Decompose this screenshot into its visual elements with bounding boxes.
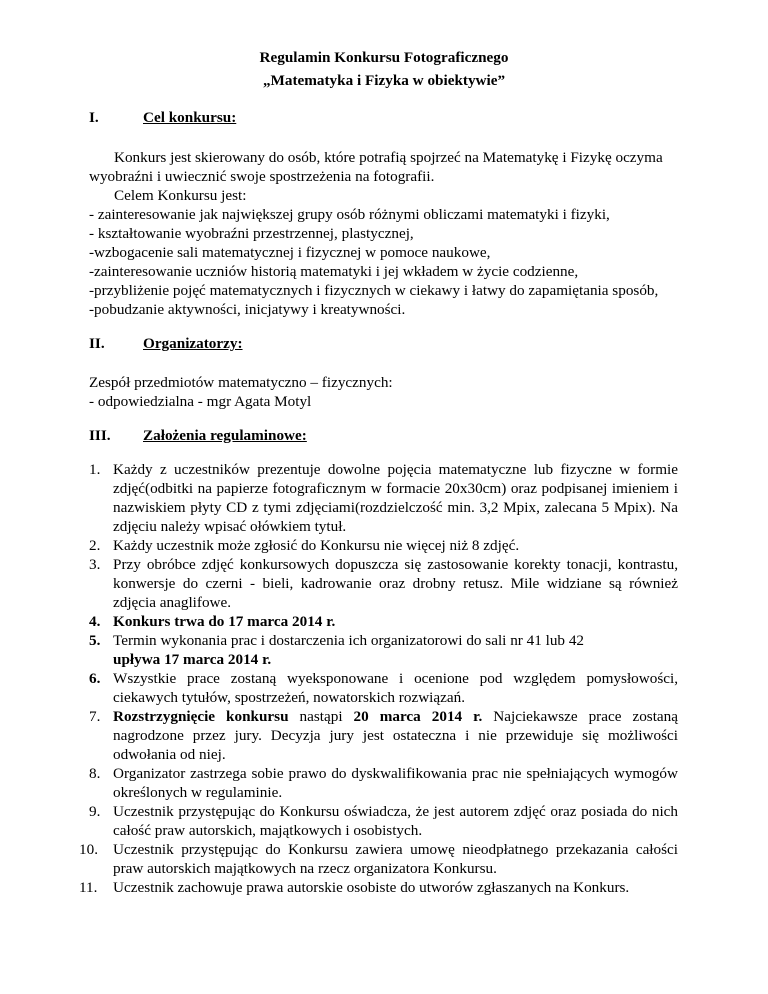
rule-number: 10.	[79, 841, 98, 858]
rule-item	[89, 612, 678, 631]
rule-item	[89, 764, 678, 802]
rule-bold-date: 20 marca 2014 r.	[353, 708, 483, 725]
rule-number: 2.	[89, 537, 101, 554]
goal-item: -przybliżenie pojęć matematycznych i fizycznych w ciekawy i łatwy do zapamiętania sposób,	[89, 282, 659, 299]
section-2-title: Organizatorzy:	[143, 335, 243, 352]
rule-text: Konkurs trwa do 17 marca 2014 r.	[113, 613, 336, 630]
section-1-intro-line1: Konkurs jest skierowany do osób, które potrafią spojrzeć na Matematykę i Fizykę oczyma	[114, 149, 663, 166]
rule-number: 6.	[89, 670, 101, 687]
goal-item: -pobudzanie aktywności, inicjatywy i kreatywności.	[89, 301, 406, 318]
organizers-line2: - odpowiedzialna - mgr Agata Motyl	[89, 393, 312, 410]
rule-item	[89, 536, 678, 555]
document-subtitle: „Matematyka i Fizyka w obiektywie”	[262, 72, 506, 89]
section-1-title: Cel konkursu:	[143, 109, 237, 126]
rule-text: Przy obróbce zdjęć konkursowych dopuszcza się zastosowanie korekty tonacji, kontrastu, konwersje do czerni - bieli, kadrowanie oraz drobny retusz. Mile widziane są również zdjęcia anaglifowe.	[113, 556, 678, 611]
section-1-intro-line2: wyobraźni i uwiecznić swoje spostrzeżenia na fotografii.	[89, 168, 435, 185]
rule-item	[89, 631, 678, 669]
organizers-line1: Zespół przedmiotów matematyczno – fizycznych:	[89, 374, 393, 391]
rule-number: 5.	[89, 632, 101, 649]
rule-number: 3.	[89, 556, 101, 573]
rule-number: 8.	[89, 765, 101, 782]
rule-number: 4.	[89, 613, 101, 630]
rule-text: Każdy z uczestników prezentuje dowolne pojęcia matematyczne lub fizyczne w formie zdjęć(odbitki na papierze fotograficznym w formacie 20x30cm) oraz podpisanej imieniem i nazwiskiem płyty CD z tymi zdjęciami(rozdzielczość min. 3,2 Mpix, zalecana 5 Mpix). Na zdjęciu należy wpisać ołówkiem tytuł.	[113, 461, 678, 535]
rule-text: Organizator zastrzega sobie prawo do dyskwalifikowania prac nie spełniających wymogów określonych w regulaminie.	[113, 765, 678, 801]
rule-bold-lead: Rozstrzygnięcie konkursu	[113, 708, 289, 725]
rule-text: Uczestnik przystępując do Konkursu oświadcza, że jest autorem zdjęć oraz posiada do nich całość praw autorskich, majątkowych i osobistych.	[113, 803, 678, 839]
rule-item	[89, 460, 678, 536]
goal-item: - kształtowanie wyobraźni przestrzennej, plastycznej,	[89, 225, 414, 242]
rule-number: 1.	[89, 461, 101, 478]
rule-number: 7.	[89, 708, 101, 725]
rule-item	[89, 669, 678, 707]
rule-item	[89, 555, 678, 612]
rule-text: Uczestnik zachowuje prawa autorskie osobiste do utworów zgłaszanych na Konkurs.	[113, 879, 630, 896]
goal-item: -zainteresowanie uczniów historią matematyki i jej wkładem w życie codzienne,	[89, 263, 579, 280]
rule-number: 9.	[89, 803, 101, 820]
rules-list	[79, 460, 678, 897]
rule-text-mid: nastąpi	[288, 708, 354, 725]
rule-item	[89, 707, 678, 764]
document-title: Regulamin Konkursu Fotograficznego	[259, 49, 509, 66]
section-3-number: III.	[89, 427, 111, 444]
rule-text: Termin wykonania prac i dostarczenia ich organizatorowi do sali nr 41 lub 42	[113, 632, 585, 649]
goal-item: -wzbogacenie sali matematycznej i fizycznej w pomoce naukowe,	[89, 244, 491, 261]
rule-deadline: upływa 17 marca 2014 r.	[113, 651, 272, 668]
goal-item: - zainteresowanie jak największej grupy osób różnymi obliczami matematyki i fizyki,	[89, 206, 610, 223]
section-1-goal-lead: Celem Konkursu jest:	[114, 187, 247, 204]
rule-text: Każdy uczestnik może zgłosić do Konkursu nie więcej niż 8 zdjęć.	[113, 537, 520, 554]
rule-number: 11.	[79, 879, 98, 896]
section-2-number: II.	[89, 335, 105, 352]
rule-item	[79, 878, 678, 897]
rule-text: Uczestnik przystępując do Konkursu zawiera umowę nieodpłatnego przekazania całości praw autorskich majątkowych na rzecz organizatora Konkursu.	[113, 841, 678, 877]
rule-item	[79, 840, 678, 878]
rule-text: Wszystkie prace zostaną wyeksponowane i ocenione pod względem pomysłowości, ciekawych tytułów, spostrzeżeń, nowatorskich rozwiązań.	[113, 670, 678, 706]
rule-item	[89, 802, 678, 840]
section-1-number: I.	[89, 109, 99, 126]
section-3-title: Założenia regulaminowe:	[143, 427, 307, 444]
rule-text: Najciekawsze prace zostaną nagrodzone przez jury. Decyzja jury jest ostateczna i nie przewiduje się możliwości odwołania od niej.	[113, 708, 678, 763]
